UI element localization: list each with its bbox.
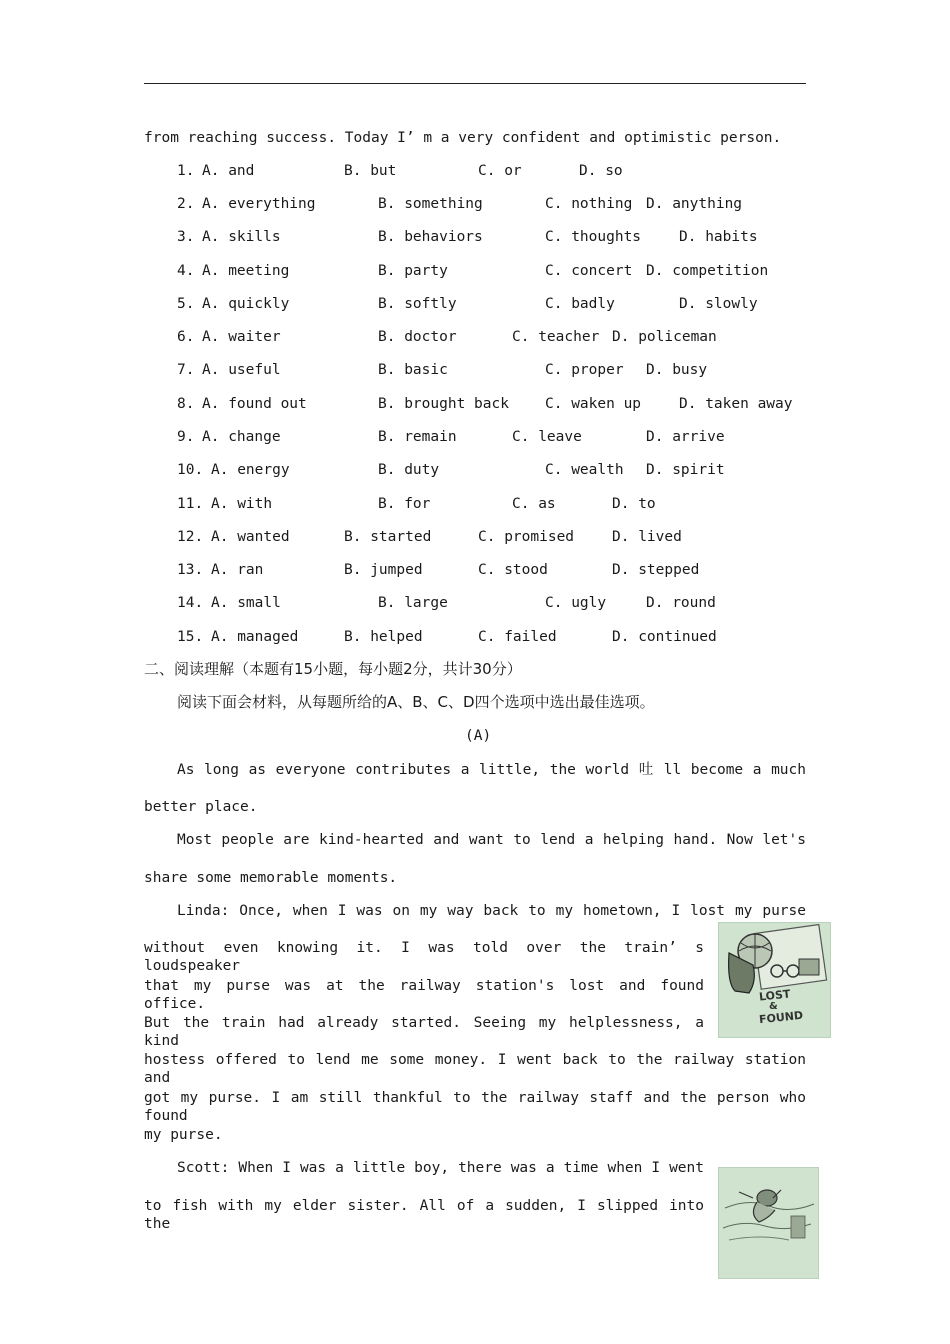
lost-caption: LOST xyxy=(758,987,791,1004)
option-d: D. competition xyxy=(646,263,769,279)
passage-line: Most people are kind-hearted and want to lend a helping hand. Now let's xyxy=(177,832,806,848)
question-number: 1. xyxy=(177,163,195,179)
option-a: A. change xyxy=(202,429,281,445)
option-d: D. slowly xyxy=(679,296,758,312)
question-number: 11. xyxy=(177,496,204,512)
option-a: A. wanted xyxy=(211,529,290,545)
option-c: C. nothing xyxy=(545,196,633,212)
option-b: B. duty xyxy=(378,462,440,478)
option-c: C. teacher xyxy=(512,329,600,345)
option-d: D. busy xyxy=(646,362,708,378)
section-heading: 二、阅读理解（本题有15小题，每小题2分，共计30分） xyxy=(144,660,522,678)
option-b: B. jumped xyxy=(344,562,423,578)
option-b: B. brought back xyxy=(378,396,509,412)
option-d: D. stepped xyxy=(612,562,700,578)
passage-line: share some memorable moments. xyxy=(144,870,398,886)
option-a: A. everything xyxy=(202,196,316,212)
option-a: A. with xyxy=(211,496,273,512)
option-c: C. concert xyxy=(545,263,633,279)
option-c: C. ugly xyxy=(545,595,607,611)
passage-line: without even knowing it. I was told over the train’ s loudspeaker xyxy=(144,940,704,974)
question-number: 6. xyxy=(177,329,195,345)
option-b: B. large xyxy=(378,595,448,611)
passage-line: better place. xyxy=(144,799,258,815)
option-c: C. stood xyxy=(478,562,548,578)
option-d: D. arrive xyxy=(646,429,725,445)
option-c: C. or xyxy=(478,163,522,179)
option-d: D. continued xyxy=(612,629,717,645)
option-c: C. promised xyxy=(478,529,575,545)
option-a: A. and xyxy=(202,163,255,179)
option-c: C. leave xyxy=(512,429,582,445)
option-d: D. to xyxy=(612,496,656,512)
option-b: B. something xyxy=(378,196,483,212)
option-a: A. ran xyxy=(211,562,264,578)
passage-line: that my purse was at the railway station's lost and found office. xyxy=(144,978,704,1012)
passage-line: As long as everyone contributes a little, the world 吐 ll become a much xyxy=(177,762,806,778)
option-c: C. failed xyxy=(478,629,557,645)
option-b: B. party xyxy=(378,263,448,279)
header-rule xyxy=(144,83,806,84)
option-b: B. started xyxy=(344,529,432,545)
section-instruction: 阅读下面会材料，从每题所给的A、B、C、D四个选项中选出最佳选项。 xyxy=(177,693,655,711)
passage-label: (A) xyxy=(465,728,492,744)
top-line: from reaching success. Today I’ m a very confident and optimistic person. xyxy=(144,130,782,146)
option-d: D. policeman xyxy=(612,329,717,345)
passage-line: my purse. xyxy=(144,1127,223,1143)
option-b: B. helped xyxy=(344,629,423,645)
passage-line: Linda: Once, when I was on my way back to my hometown, I lost my purse xyxy=(177,903,806,919)
option-c: C. badly xyxy=(545,296,615,312)
option-d: D. spirit xyxy=(646,462,725,478)
option-d: D. habits xyxy=(679,229,758,245)
question-number: 5. xyxy=(177,296,195,312)
option-a: A. meeting xyxy=(202,263,290,279)
option-a: A. useful xyxy=(202,362,281,378)
option-b: B. for xyxy=(378,496,431,512)
passage-line: But the train had already started. Seeing my helplessness, a kind xyxy=(144,1015,704,1049)
found-caption: FOUND xyxy=(758,1008,804,1027)
question-number: 12. xyxy=(177,529,204,545)
option-a: A. skills xyxy=(202,229,281,245)
question-number: 10. xyxy=(177,462,204,478)
option-d: D. lived xyxy=(612,529,682,545)
option-c: C. thoughts xyxy=(545,229,642,245)
passage-line: hostess offered to lend me some money. I went back to the railway station and xyxy=(144,1052,806,1086)
option-b: B. but xyxy=(344,163,397,179)
question-number: 14. xyxy=(177,595,204,611)
option-b: B. remain xyxy=(378,429,457,445)
fishing-image xyxy=(718,1167,819,1279)
option-b: B. doctor xyxy=(378,329,457,345)
option-a: A. energy xyxy=(211,462,290,478)
option-c: C. proper xyxy=(545,362,624,378)
option-a: A. quickly xyxy=(202,296,290,312)
option-a: A. waiter xyxy=(202,329,281,345)
question-number: 15. xyxy=(177,629,204,645)
option-d: D. so xyxy=(579,163,623,179)
option-d: D. taken away xyxy=(679,396,793,412)
option-c: C. waken up xyxy=(545,396,642,412)
option-b: B. basic xyxy=(378,362,448,378)
lost-and-found-image xyxy=(718,922,831,1038)
passage-line: to fish with my elder sister. All of a sudden, I slipped into the xyxy=(144,1198,704,1232)
passage-line: got my purse. I am still thankful to the railway staff and the person who found xyxy=(144,1090,806,1124)
question-number: 9. xyxy=(177,429,195,445)
option-b: B. behaviors xyxy=(378,229,483,245)
question-number: 2. xyxy=(177,196,195,212)
question-number: 8. xyxy=(177,396,195,412)
option-c: C. wealth xyxy=(545,462,624,478)
question-number: 3. xyxy=(177,229,195,245)
option-d: D. anything xyxy=(646,196,743,212)
option-a: A. small xyxy=(211,595,281,611)
passage-line: Scott: When I was a little boy, there was a time when I went xyxy=(177,1160,704,1176)
option-d: D. round xyxy=(646,595,716,611)
option-a: A. managed xyxy=(211,629,299,645)
option-b: B. softly xyxy=(378,296,457,312)
amp-caption: & xyxy=(769,1001,778,1012)
question-number: 4. xyxy=(177,263,195,279)
question-number: 13. xyxy=(177,562,204,578)
option-c: C. as xyxy=(512,496,556,512)
question-number: 7. xyxy=(177,362,195,378)
option-a: A. found out xyxy=(202,396,307,412)
